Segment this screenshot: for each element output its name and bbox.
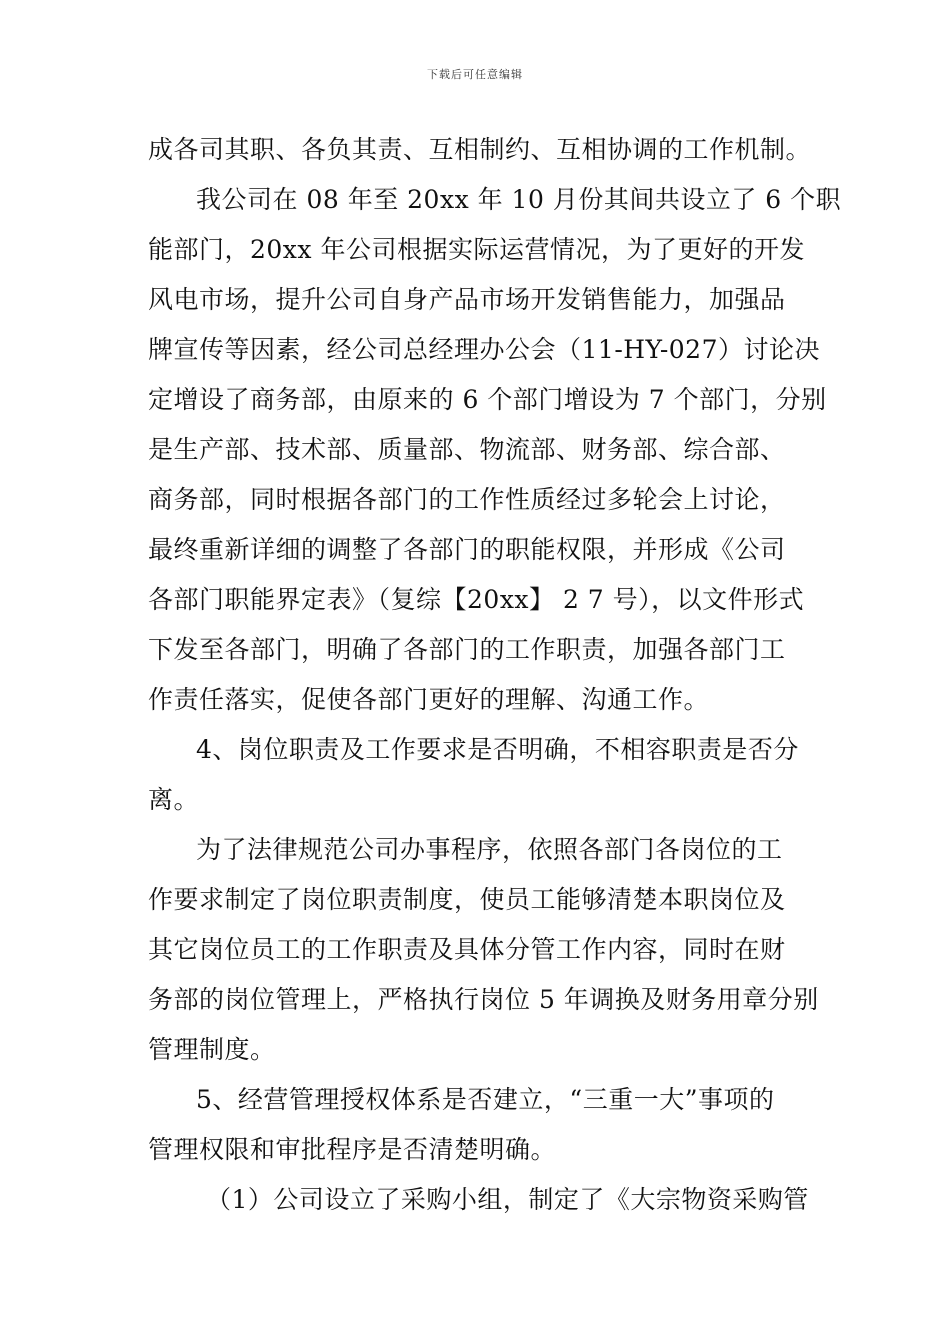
text-line: （1）公司设立了采购小组，制定了《大宗物资采购管 <box>206 1185 809 1214</box>
text-line: 作要求制定了岗位职责制度，使员工能够清楚本职岗位及 <box>148 885 786 914</box>
text-line: 管理制度。 <box>148 1035 276 1064</box>
text-line: 成各司其职、各负其责、互相制约、互相协调的工作机制。 <box>148 135 812 164</box>
text-line: 定增设了商务部，由原来的 6 个部门增设为 7 个部门，分别 <box>148 385 827 414</box>
text-line: 商务部，同时根据各部门的工作性质经过多轮会上讨论， <box>148 485 786 514</box>
text-line: 是生产部、技术部、质量部、物流部、财务部、综合部、 <box>148 435 786 464</box>
text-line: 牌宣传等因素，经公司总经理办公会（11-HY-027）讨论决 <box>148 335 820 364</box>
text-line: 其它岗位员工的工作职责及具体分管工作内容，同时在财 <box>148 935 786 964</box>
text-line: 务部的岗位管理上，严格执行岗位 5 年调换及财务用章分别 <box>148 985 819 1014</box>
text-line: 作责任落实，促使各部门更好的理解、沟通工作。 <box>148 685 710 714</box>
text-line: 管理权限和审批程序是否清楚明确。 <box>148 1135 557 1164</box>
text-line: 离。 <box>148 785 200 814</box>
text-line: 我公司在 08 年至 20xx 年 10 月份其间共设立了 6 个职 <box>196 185 842 214</box>
text-line: 最终重新详细的调整了各部门的职能权限，并形成《公司 <box>148 535 786 564</box>
text-line: 为了法律规范公司办事程序，依照各部门各岗位的工 <box>196 835 783 864</box>
section-heading-5: 5、经营管理授权体系是否建立，“三重一大”事项的 <box>196 1085 775 1114</box>
section-heading-4: 4、岗位职责及工作要求是否明确，不相容职责是否分 <box>196 735 799 764</box>
text-line: 风电市场，提升公司自身产品市场开发销售能力，加强品 <box>148 285 786 314</box>
header-note: 下载后可任意编辑 <box>427 68 523 81</box>
text-line: 能部门，20xx 年公司根据实际运营情况，为了更好的开发 <box>148 235 805 264</box>
text-line: 各部门职能界定表》（复综【20xx】 2 7 号），以文件形式 <box>148 585 805 614</box>
text-line: 下发至各部门，明确了各部门的工作职责，加强各部门工 <box>148 635 786 664</box>
